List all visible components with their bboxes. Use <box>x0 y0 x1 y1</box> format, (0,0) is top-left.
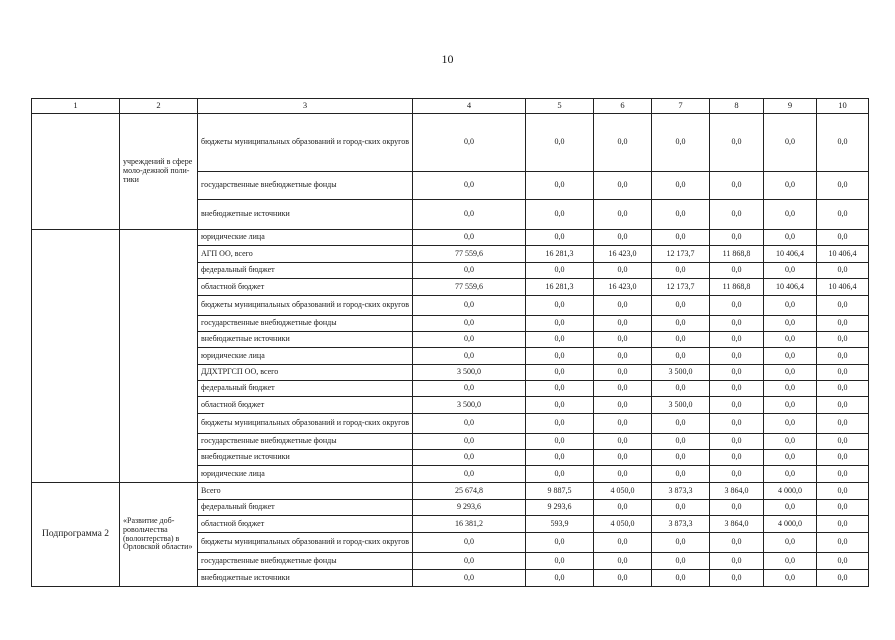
value-cell: 0,0 <box>652 348 710 365</box>
value-cell: 0,0 <box>817 381 869 397</box>
value-cell: 0,0 <box>413 332 526 348</box>
value-cell: 0,0 <box>764 200 817 230</box>
funding-source: Всего <box>198 483 413 500</box>
value-cell: 12 173,7 <box>652 279 710 296</box>
value-cell: 0,0 <box>413 114 526 172</box>
value-cell: 0,0 <box>710 414 764 434</box>
value-cell: 25 674,8 <box>413 483 526 500</box>
funding-source: бюджеты муниципальных образований и город-ских округов <box>198 114 413 172</box>
value-cell: 0,0 <box>710 263 764 279</box>
value-cell: 4 050,0 <box>594 516 652 533</box>
funding-source: государственные внебюджетные фонды <box>198 316 413 332</box>
value-cell: 0,0 <box>594 348 652 365</box>
value-cell: 0,0 <box>594 434 652 450</box>
value-cell: 0,0 <box>594 296 652 316</box>
header-col-4: 4 <box>413 99 526 114</box>
value-cell: 3 500,0 <box>413 397 526 414</box>
value-cell: 0,0 <box>652 332 710 348</box>
value-cell: 0,0 <box>652 570 710 587</box>
header-row <box>32 99 869 114</box>
value-cell: 9 293,6 <box>526 500 594 516</box>
value-cell: 0,0 <box>764 332 817 348</box>
value-cell: 0,0 <box>764 316 817 332</box>
value-cell: 10 406,4 <box>764 279 817 296</box>
value-cell: 0,0 <box>817 172 869 200</box>
value-cell: 0,0 <box>594 553 652 570</box>
funding-source: юридические лица <box>198 466 413 483</box>
value-cell: 0,0 <box>413 296 526 316</box>
value-cell: 0,0 <box>594 332 652 348</box>
value-cell: 0,0 <box>817 316 869 332</box>
value-cell: 0,0 <box>764 533 817 553</box>
table-row <box>32 114 869 172</box>
funding-source: бюджеты муниципальных образований и город-ских округов <box>198 414 413 434</box>
funding-source: юридические лица <box>198 230 413 246</box>
value-cell: 0,0 <box>594 365 652 381</box>
funding-source: государственные внебюджетные фонды <box>198 434 413 450</box>
value-cell: 0,0 <box>710 450 764 466</box>
funding-source: федеральный бюджет <box>198 263 413 279</box>
value-cell: 0,0 <box>817 263 869 279</box>
value-cell: 0,0 <box>526 414 594 434</box>
value-cell: 0,0 <box>817 500 869 516</box>
value-cell: 0,0 <box>710 200 764 230</box>
value-cell: 0,0 <box>817 414 869 434</box>
value-cell: 0,0 <box>413 200 526 230</box>
funding-source: внебюджетные источники <box>198 570 413 587</box>
value-cell: 0,0 <box>526 332 594 348</box>
funding-source: государственные внебюджетные фонды <box>198 553 413 570</box>
value-cell: 0,0 <box>710 533 764 553</box>
value-cell: 0,0 <box>594 263 652 279</box>
value-cell: 0,0 <box>526 381 594 397</box>
value-cell: 0,0 <box>594 533 652 553</box>
value-cell: 0,0 <box>652 553 710 570</box>
value-cell: 0,0 <box>413 381 526 397</box>
funding-source: федеральный бюджет <box>198 381 413 397</box>
value-cell: 10 406,4 <box>817 246 869 263</box>
value-cell: 0,0 <box>413 553 526 570</box>
table-row <box>32 483 869 500</box>
value-cell: 0,0 <box>817 570 869 587</box>
value-cell: 0,0 <box>594 381 652 397</box>
value-cell: 0,0 <box>594 316 652 332</box>
value-cell: 0,0 <box>526 263 594 279</box>
header-col-3: 3 <box>198 99 413 114</box>
page-number: 10 <box>441 52 454 66</box>
funding-source: государственные внебюджетные фонды <box>198 172 413 200</box>
value-cell: 0,0 <box>652 533 710 553</box>
value-cell: 16 423,0 <box>594 279 652 296</box>
value-cell: 0,0 <box>764 397 817 414</box>
value-cell: 0,0 <box>526 450 594 466</box>
subprogram-name: Подпрограмма 2 <box>32 483 120 587</box>
value-cell: 4 050,0 <box>594 483 652 500</box>
funding-source: областной бюджет <box>198 279 413 296</box>
value-cell: 11 868,8 <box>710 246 764 263</box>
value-cell: 0,0 <box>817 230 869 246</box>
value-cell: 0,0 <box>710 172 764 200</box>
value-cell: 593,9 <box>526 516 594 533</box>
value-cell: 0,0 <box>710 466 764 483</box>
value-cell: 0,0 <box>652 414 710 434</box>
value-cell: 0,0 <box>764 114 817 172</box>
value-cell: 0,0 <box>817 348 869 365</box>
funding-source: областной бюджет <box>198 397 413 414</box>
value-cell: 0,0 <box>710 570 764 587</box>
value-cell: 0,0 <box>652 500 710 516</box>
value-cell: 0,0 <box>594 200 652 230</box>
value-cell: 0,0 <box>764 263 817 279</box>
value-cell: 0,0 <box>652 200 710 230</box>
value-cell: 0,0 <box>652 466 710 483</box>
value-cell: 3 500,0 <box>652 397 710 414</box>
value-cell: 9 293,6 <box>413 500 526 516</box>
value-cell: 0,0 <box>526 466 594 483</box>
value-cell: 0,0 <box>764 381 817 397</box>
value-cell: 0,0 <box>526 533 594 553</box>
value-cell: 0,0 <box>413 450 526 466</box>
value-cell: 0,0 <box>817 114 869 172</box>
value-cell: 0,0 <box>764 296 817 316</box>
value-cell: 0,0 <box>764 466 817 483</box>
value-cell: 11 868,8 <box>710 279 764 296</box>
value-cell: 0,0 <box>710 500 764 516</box>
value-cell: 0,0 <box>764 348 817 365</box>
value-cell: 0,0 <box>710 434 764 450</box>
value-cell: 0,0 <box>526 230 594 246</box>
value-cell: 0,0 <box>817 397 869 414</box>
value-cell: 0,0 <box>764 230 817 246</box>
budget-table <box>31 98 869 587</box>
value-cell: 0,0 <box>652 263 710 279</box>
header-col-2: 2 <box>120 99 198 114</box>
value-cell: 0,0 <box>594 230 652 246</box>
value-cell: 0,0 <box>710 296 764 316</box>
value-cell: 0,0 <box>710 332 764 348</box>
header-col-9: 9 <box>764 99 817 114</box>
value-cell: 0,0 <box>526 570 594 587</box>
funding-source: внебюджетные источники <box>198 200 413 230</box>
value-cell: 0,0 <box>764 414 817 434</box>
value-cell: 0,0 <box>594 114 652 172</box>
value-cell: 0,0 <box>764 450 817 466</box>
table-body <box>32 99 869 587</box>
value-cell: 0,0 <box>710 553 764 570</box>
value-cell: 77 559,6 <box>413 246 526 263</box>
value-cell: 0,0 <box>764 553 817 570</box>
value-cell: 0,0 <box>526 397 594 414</box>
value-cell: 0,0 <box>594 466 652 483</box>
value-cell: 0,0 <box>817 450 869 466</box>
value-cell: 0,0 <box>526 553 594 570</box>
value-cell: 16 381,2 <box>413 516 526 533</box>
value-cell: 0,0 <box>594 500 652 516</box>
subprogram-cell <box>32 114 120 230</box>
value-cell: 0,0 <box>594 450 652 466</box>
header-col-8: 8 <box>710 99 764 114</box>
value-cell: 0,0 <box>710 381 764 397</box>
funding-source: областной бюджет <box>198 516 413 533</box>
value-cell: 0,0 <box>413 172 526 200</box>
value-cell: 0,0 <box>817 365 869 381</box>
value-cell: 16 423,0 <box>594 246 652 263</box>
program-name: «Развитие доб-ровольчества (волонтерства) в Орловской области» <box>120 483 198 587</box>
value-cell: 0,0 <box>413 316 526 332</box>
value-cell: 3 864,0 <box>710 483 764 500</box>
value-cell: 0,0 <box>413 533 526 553</box>
value-cell: 0,0 <box>526 365 594 381</box>
value-cell: 0,0 <box>764 434 817 450</box>
value-cell: 0,0 <box>817 296 869 316</box>
value-cell: 0,0 <box>817 332 869 348</box>
funding-source: внебюджетные источники <box>198 332 413 348</box>
value-cell: 0,0 <box>413 348 526 365</box>
value-cell: 0,0 <box>817 516 869 533</box>
value-cell: 0,0 <box>413 434 526 450</box>
program-cell <box>120 230 198 483</box>
value-cell: 16 281,3 <box>526 246 594 263</box>
value-cell: 3 864,0 <box>710 516 764 533</box>
value-cell: 3 873,3 <box>652 516 710 533</box>
value-cell: 12 173,7 <box>652 246 710 263</box>
funding-source: ДДХТРГСП ОО, всего <box>198 365 413 381</box>
value-cell: 0,0 <box>594 172 652 200</box>
value-cell: 0,0 <box>526 434 594 450</box>
funding-source: федеральный бюджет <box>198 500 413 516</box>
value-cell: 0,0 <box>594 414 652 434</box>
value-cell: 77 559,6 <box>413 279 526 296</box>
value-cell: 4 000,0 <box>764 516 817 533</box>
value-cell: 4 000,0 <box>764 483 817 500</box>
funding-source: юридические лица <box>198 348 413 365</box>
value-cell: 0,0 <box>526 114 594 172</box>
value-cell: 16 281,3 <box>526 279 594 296</box>
value-cell: 9 887,5 <box>526 483 594 500</box>
header-col-10: 10 <box>817 99 869 114</box>
value-cell: 0,0 <box>710 348 764 365</box>
value-cell: 0,0 <box>817 553 869 570</box>
header-col-1: 1 <box>32 99 120 114</box>
value-cell: 0,0 <box>764 365 817 381</box>
header-col-7: 7 <box>652 99 710 114</box>
value-cell: 0,0 <box>652 381 710 397</box>
value-cell: 0,0 <box>817 200 869 230</box>
value-cell: 0,0 <box>817 434 869 450</box>
value-cell: 0,0 <box>817 466 869 483</box>
value-cell: 0,0 <box>413 466 526 483</box>
value-cell: 0,0 <box>710 365 764 381</box>
value-cell: 0,0 <box>710 114 764 172</box>
value-cell: 0,0 <box>764 570 817 587</box>
value-cell: 0,0 <box>526 348 594 365</box>
value-cell: 3 500,0 <box>652 365 710 381</box>
value-cell: 0,0 <box>817 483 869 500</box>
value-cell: 0,0 <box>652 316 710 332</box>
program-name: учреждений в сфере моло-дежной поли-тики <box>120 114 198 230</box>
value-cell: 0,0 <box>413 570 526 587</box>
value-cell: 0,0 <box>652 172 710 200</box>
value-cell: 3 873,3 <box>652 483 710 500</box>
value-cell: 0,0 <box>413 414 526 434</box>
header-col-5: 5 <box>526 99 594 114</box>
value-cell: 0,0 <box>652 230 710 246</box>
value-cell: 3 500,0 <box>413 365 526 381</box>
value-cell: 0,0 <box>413 230 526 246</box>
value-cell: 0,0 <box>817 533 869 553</box>
funding-source: бюджеты муниципальных образований и город-ских округов <box>198 533 413 553</box>
value-cell: 0,0 <box>710 397 764 414</box>
header-col-6: 6 <box>594 99 652 114</box>
value-cell: 0,0 <box>764 500 817 516</box>
value-cell: 10 406,4 <box>817 279 869 296</box>
value-cell: 0,0 <box>710 316 764 332</box>
value-cell: 0,0 <box>594 570 652 587</box>
value-cell: 0,0 <box>526 296 594 316</box>
table-row <box>32 230 869 246</box>
value-cell: 10 406,4 <box>764 246 817 263</box>
value-cell: 0,0 <box>652 434 710 450</box>
value-cell: 0,0 <box>710 230 764 246</box>
value-cell: 0,0 <box>526 316 594 332</box>
value-cell: 0,0 <box>526 172 594 200</box>
value-cell: 0,0 <box>526 200 594 230</box>
value-cell: 0,0 <box>764 172 817 200</box>
value-cell: 0,0 <box>413 263 526 279</box>
value-cell: 0,0 <box>652 296 710 316</box>
value-cell: 0,0 <box>652 114 710 172</box>
subprogram-cell <box>32 230 120 483</box>
value-cell: 0,0 <box>652 450 710 466</box>
funding-source: АГП ОО, всего <box>198 246 413 263</box>
value-cell: 0,0 <box>594 397 652 414</box>
funding-source: бюджеты муниципальных образований и город-ских округов <box>198 296 413 316</box>
funding-source: внебюджетные источники <box>198 450 413 466</box>
